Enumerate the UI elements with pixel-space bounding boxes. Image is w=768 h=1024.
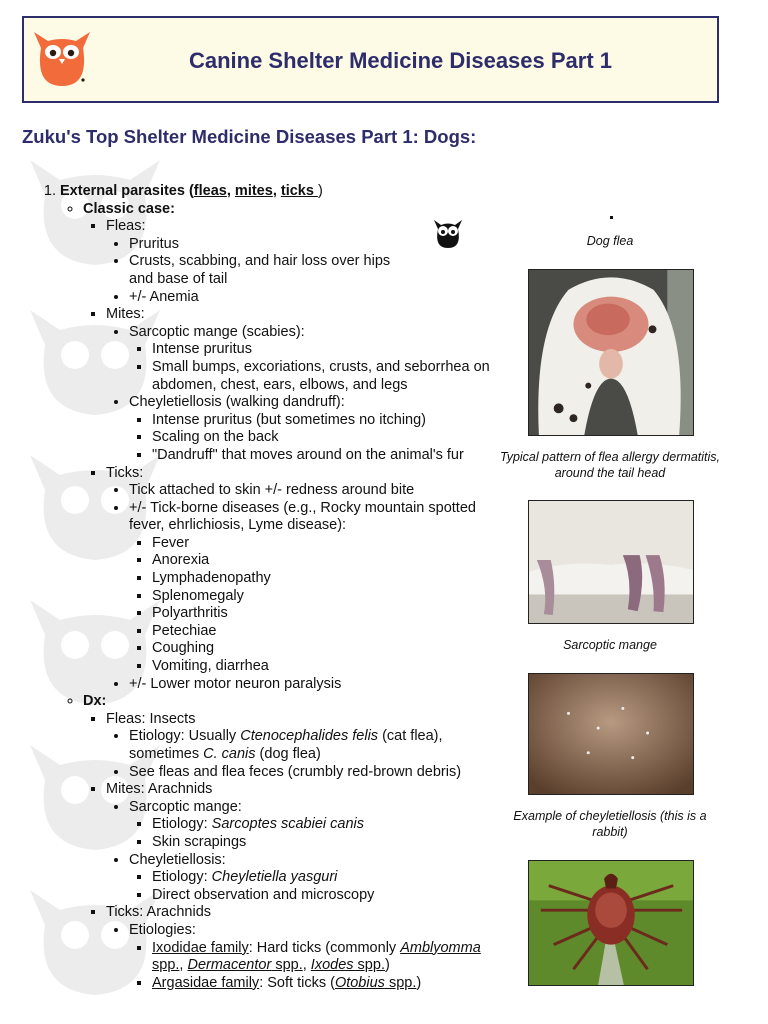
list-item: • Cheyletiellosis (walking dandruff): ▪ Intense pruritus (but sometimes no itching) ▪ Scaling on the back ▪ "Dandruff" that moves around on the animal's fur [129, 394, 500, 464]
otobius-link[interactable]: Otobius spp. [334, 974, 417, 991]
list-item: ▪ Skin scrapings [152, 834, 500, 852]
list-item: ▪ Fleas: • Pruritus • Crusts, scabbing, and hair loss over hips and base of tail • +/- Anemia [106, 218, 500, 306]
list-item: ▪ Vomiting, diarrhea [152, 658, 500, 676]
list-item: ◦ Dx: ▪ Fleas: Insects • Etiology: Usually Ctenocephalides felis (cat flea), sometimes C. canis (dog flea) • See fleas and flea feces (crumbly red-brown debris) ▪ Mites: Arachnids • Sarcoptic mange: ▪ Etiology: Sarcoptes scabiei canis ▪ Skin scrapings • Cheyletiellosis: ▪ Etiology: Cheyletiella yasguri ▪ Direct observation and microscopy ▪ Ticks: Arachnids • Etiologies: ▪ Ixodidae family: Hard ticks (commonly Amblyomma spp., Dermacentor spp., Ixodes spp.) ▪ Argasidae family: Soft ticks (Otobius spp.) [83, 693, 500, 992]
list-item: ▪ Polyarthritis [152, 605, 500, 623]
page-header [22, 16, 719, 103]
ixodidae-link[interactable]: Ixodidae family [152, 939, 249, 956]
cheyletiellosis-caption: Example of cheyletiellosis (this is a rabbit) [513, 809, 707, 839]
sarcoptic-mange-caption: Sarcoptic mange [563, 638, 657, 652]
list-item: ▪ Etiology: Cheyletiella yasguri [152, 869, 500, 887]
list-item: ◦ Classic case: ▪ Fleas: • Pruritus • Crusts, scabbing, and hair loss over hips and base of tail • +/- Anemia ▪ Mites: • Sarcoptic mange (scabies): ▪ Intense pruritus ▪ Small bumps, excoriations, crusts, and seborrhea on abdomen, chest, ears, elbows, and legs • Cheyletiellosis (walking dandruff): ▪ Intense pruritus (but sometimes no itching) ▪ Scaling on the back ▪ "Dandruff" that moves around on the animal's fur ▪ Ticks: • Tick attached to skin +/- redness around bite • +/- Tick-borne diseases (e.g., Rocky mountain spotted fever, ehrlichiosis, Lyme disease): ▪ Fever ▪ Anorexia ▪ Lymphadenopathy ▪ Splenomegaly ▪ Polyarthritis ▪ Petechiae ▪ Coughing ▪ Vomiting, diarrhea • +/- Lower motor neuron paralysis [83, 201, 500, 694]
list-item: • +/- Anemia [129, 289, 404, 307]
page-title: Canine Shelter Medicine Diseases Part 1 [188, 48, 613, 73]
list-item: ▪ Splenomegaly [152, 588, 500, 606]
flea-allergy-dermatitis-photo [528, 269, 694, 436]
list-item: ▪ Small bumps, excoriations, crusts, and seborrhea on abdomen, chest, ears, elbows, and legs [152, 359, 500, 394]
list-item: • Crusts, scabbing, and hair loss over hips and base of tail [129, 253, 404, 288]
tick-photo [528, 860, 694, 986]
list-item: ▪ Coughing [152, 640, 500, 658]
list-item: • See fleas and flea feces (crumbly red-brown debris) [129, 764, 500, 782]
list-item: • +/- Lower motor neuron paralysis [129, 676, 500, 694]
fleas-link[interactable]: fleas [193, 183, 227, 199]
cheyletiellosis-photo [528, 673, 694, 795]
list-item: ▪ Fleas: Insects • Etiology: Usually Ctenocephalides felis (cat flea), sometimes C. canis (dog flea) • See fleas and flea feces (crumbly red-brown debris) [106, 711, 500, 781]
list-item: ▪ Mites: • Sarcoptic mange (scabies): ▪ Intense pruritus ▪ Small bumps, excoriations, crusts, and seborrhea on abdomen, chest, ears, elbows, and legs • Cheyletiellosis (walking dandruff): ▪ Intense pruritus (but sometimes no itching) ▪ Scaling on the back ▪ "Dandruff" that moves around on the animal's fur [106, 306, 500, 464]
list-item: • Tick attached to skin +/- redness around bite [129, 482, 500, 500]
list-item: ▪ Mites: Arachnids • Sarcoptic mange: ▪ Etiology: Sarcoptes scabiei canis ▪ Skin scrapings • Cheyletiellosis: ▪ Etiology: Cheyletiella yasguri ▪ Direct observation and microscopy [106, 781, 500, 904]
list-item: ▪ Intense pruritus (but sometimes no itching) [152, 412, 500, 430]
list-item: • Sarcoptic mange: ▪ Etiology: Sarcoptes scabiei canis ▪ Skin scrapings [129, 799, 500, 852]
list-item: ▪ Direct observation and microscopy [152, 887, 500, 905]
sarcoptic-mange-photo [528, 500, 694, 624]
list-item: ▪ Anorexia [152, 552, 500, 570]
list-item: ▪ Lymphadenopathy [152, 570, 500, 588]
argasidae-link[interactable]: Argasidae family [152, 974, 260, 991]
flea-allergy-caption: Typical pattern of flea allergy dermatitis, around the tail head [500, 450, 721, 480]
list-item: ▪ Etiology: Sarcoptes scabiei canis [152, 816, 500, 834]
mites-link[interactable]: mites [234, 183, 273, 199]
list-item: ▪ Petechiae [152, 623, 500, 641]
section-heading: Zuku's Top Shelter Medicine Diseases Part 1: Dogs: [22, 126, 477, 147]
list-item: ▪ Ticks: Arachnids • Etiologies: ▪ Ixodidae family: Hard ticks (commonly Amblyomma spp., Dermacentor spp., Ixodes spp.) ▪ Argasidae family: Soft ticks (Otobius spp.) [106, 904, 500, 992]
list-item: 1. External parasites (fleas, mites, ticks ) ◦ Classic case: ▪ Fleas: • Pruritus • Crusts, scabbing, and hair loss over hips and base of tail • +/- Anemia ▪ Mites: • Sarcoptic mange (scabies): ▪ Intense pruritus ▪ Small bumps, excoriations, crusts, and seborrhea on abdomen, chest, ears, elbows, and legs • Cheyletiellosis (walking dandruff): ▪ Intense pruritus (but sometimes no itching) ▪ Scaling on the back ▪ "Dandruff" that moves around on the animal's fur ▪ Ticks: • Tick attached to skin +/- redness around bite • +/- Tick-borne diseases (e.g., Rocky mountain spotted fever, ehrlichiosis, Lyme disease): ▪ Fever ▪ Anorexia ▪ Lymphadenopathy ▪ Splenomegaly ▪ Polyarthritis ▪ Petechiae ▪ Coughing ▪ Vomiting, diarrhea • +/- Lower motor neuron paralysis ◦ Dx: ▪ Fleas: Insects • Etiology: Usually Ctenocephalides felis (cat flea), sometimes C. canis (dog flea) • See fleas and flea feces (crumbly red-brown debris) ▪ Mites: Arachnids • Sarcoptic mange: ▪ Etiology: Sarcoptes scabiei canis ▪ Skin scrapings • Cheyletiellosis: ▪ Etiology: Cheyletiella yasguri ▪ Direct observation and microscopy ▪ Ticks: Arachnids • Etiologies: ▪ Ixodidae family: Hard ticks (commonly Amblyomma spp., Dermacentor spp., Ixodes spp.) ▪ Argasidae family: Soft ticks (Otobius spp.) [60, 183, 500, 992]
list-item: ▪ Ticks: • Tick attached to skin +/- redness around bite • +/- Tick-borne diseases (e.g., Rocky mountain spotted fever, ehrlichiosis, Lyme disease): ▪ Fever ▪ Anorexia ▪ Lymphadenopathy ▪ Splenomegaly ▪ Polyarthritis ▪ Petechiae ▪ Coughing ▪ Vomiting, diarrhea • +/- Lower motor neuron paralysis [106, 465, 500, 694]
dermacentor-link[interactable]: Dermacentor spp. [187, 957, 303, 974]
list-item: • Etiologies: ▪ Ixodidae family: Hard ticks (commonly Amblyomma spp., Dermacentor spp., Ixodes spp.) ▪ Argasidae family: Soft ticks (Otobius spp.) [129, 922, 500, 992]
list-item: • Cheyletiellosis: ▪ Etiology: Cheyletiella yasguri ▪ Direct observation and microscopy [129, 852, 500, 905]
list-item: ▪ "Dandruff" that moves around on the animal's fur [152, 447, 500, 465]
list-item: • Sarcoptic mange (scabies): ▪ Intense pruritus ▪ Small bumps, excoriations, crusts, and seborrhea on abdomen, chest, ears, elbows, and legs [129, 324, 500, 394]
owl-logo-icon [32, 28, 92, 90]
list-item: ▪ Ixodidae family: Hard ticks (commonly Amblyomma spp., Dermacentor spp., Ixodes spp.) [152, 940, 500, 975]
list-item: ▪ Scaling on the back [152, 429, 500, 447]
outline-content [0, 183, 500, 992]
ixodes-link[interactable]: Ixodes spp. [310, 957, 385, 974]
dog-flea-image [610, 216, 613, 219]
list-item: ▪ Fever [152, 535, 500, 553]
list-item: • Pruritus [129, 236, 404, 254]
ticks-link[interactable]: ticks [280, 183, 318, 199]
amblyomma-link[interactable]: Amblyomma spp. [152, 939, 481, 974]
list-item: • +/- Tick-borne diseases (e.g., Rocky mountain spotted fever, ehrlichiosis, Lyme disease): ▪ Fever ▪ Anorexia ▪ Lymphadenopathy ▪ Splenomegaly ▪ Polyarthritis ▪ Petechiae ▪ Coughing ▪ Vomiting, diarrhea [129, 500, 500, 676]
list-item: ▪ Intense pruritus [152, 341, 500, 359]
list-item: ▪ Argasidae family: Soft ticks (Otobius spp.) [152, 975, 500, 993]
list-item: • Etiology: Usually Ctenocephalides felis (cat flea), sometimes C. canis (dog flea) [129, 728, 500, 763]
dog-flea-caption: Dog flea [586, 234, 634, 248]
